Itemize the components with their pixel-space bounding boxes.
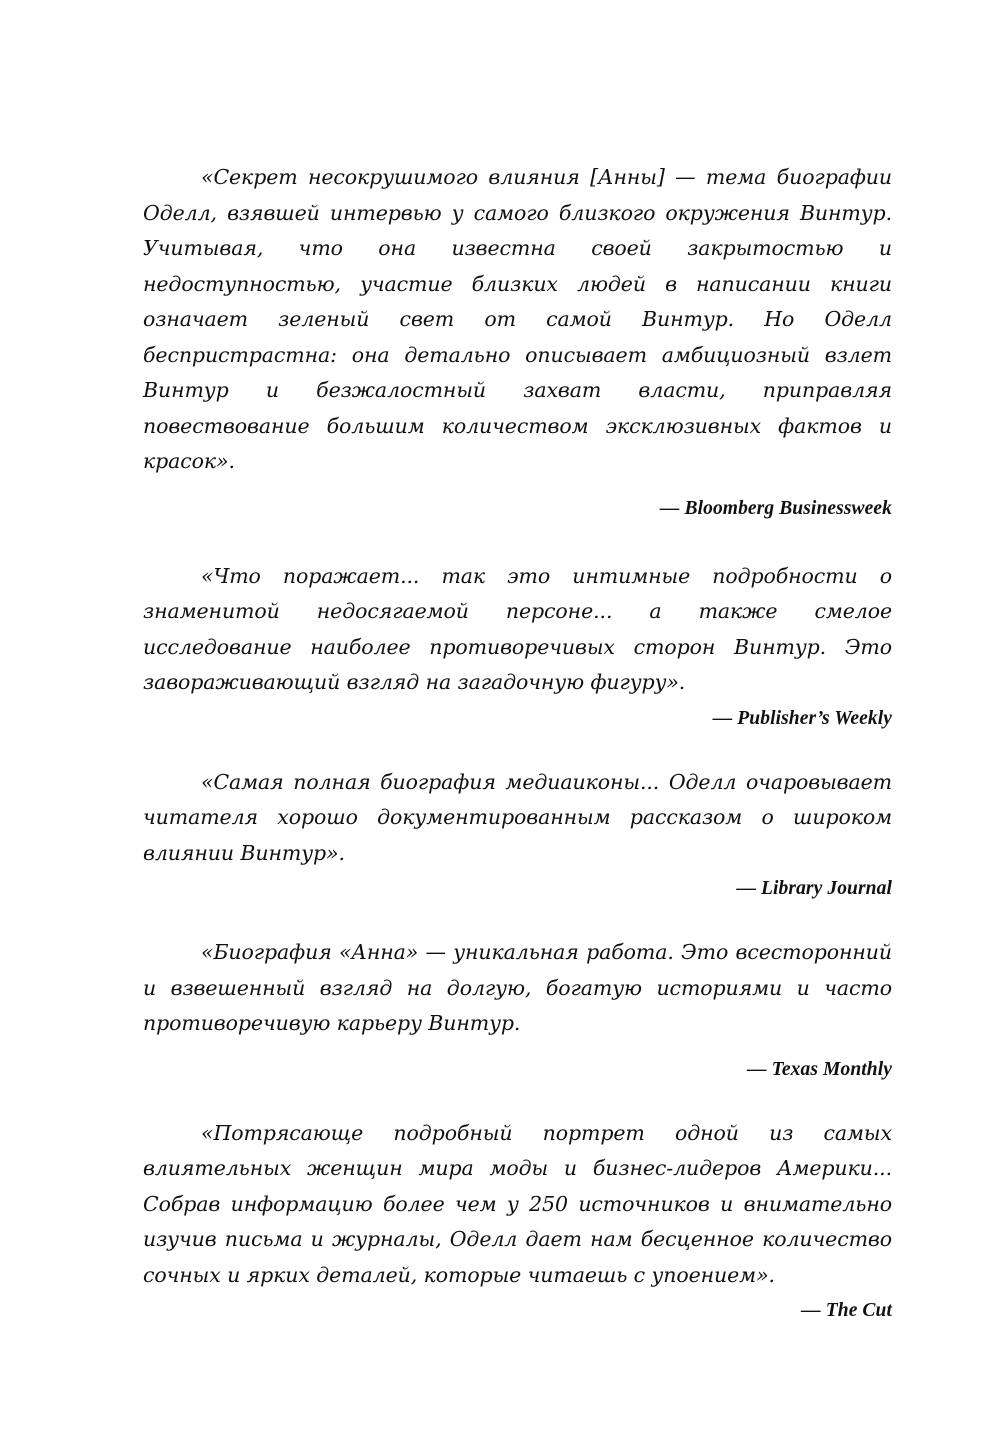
review-quote: «Биография «Анна» — уникальная работа. Это всесторонний и взвешенный взгляд на долгую, богатую историями и часто противоречивую карьеру Винтур. [143, 940, 892, 1035]
review-source: — The Cut [801, 1300, 892, 1321]
review-block [143, 160, 892, 526]
review-block [143, 559, 892, 736]
review-quote: «Секрет несокрушимого влияния [Анны] — тема биографии Оделл, взявшей интервью у самого близкого окружения Винтур. Учитывая, что она известна своей закрытостью и недоступностью, участие близких людей в написании книги означает зеленый свет от самой Винтур. Но Оделл беспристрастна: она детально описывает амбициозный взлет Винтур и безжалостный захват власти, приправляя повествование большим количеством эксклюзивных фактов и красок». [143, 165, 892, 473]
review-block [143, 1116, 892, 1329]
review-source: — Bloomberg Businessweek [659, 497, 892, 519]
review-block [143, 765, 892, 907]
review-source: — Library Journal [736, 878, 892, 899]
page-content [143, 160, 892, 1328]
review-source: — Texas Monthly [747, 1058, 892, 1080]
review-quote: «Самая полная биография медиаиконы... Оделл очаровывает читателя хорошо документированным рассказом о широком влиянии Винтур». [143, 769, 892, 865]
review-source: — Publisher’s Weekly [712, 707, 892, 729]
review-quote: «Потрясающе подробный портрет одной из самых влиятельных женщин мира моды и бизнес-лидеров Америки... Собрав информацию более чем у 250 источников и внимательно изучив письма и журналы, Оделл дает нам бесценное количество сочных и ярких деталей, которые читаешь с упоением». [143, 1120, 892, 1287]
review-block [143, 935, 892, 1087]
review-quote: «Что поражает... так это интимные подробности о знаменитой недосягаемой персоне... а также смелое исследование наиболее противоречивых сторон Винтур. Это завораживающий взгляд на загадочную фигуру». [143, 563, 892, 694]
